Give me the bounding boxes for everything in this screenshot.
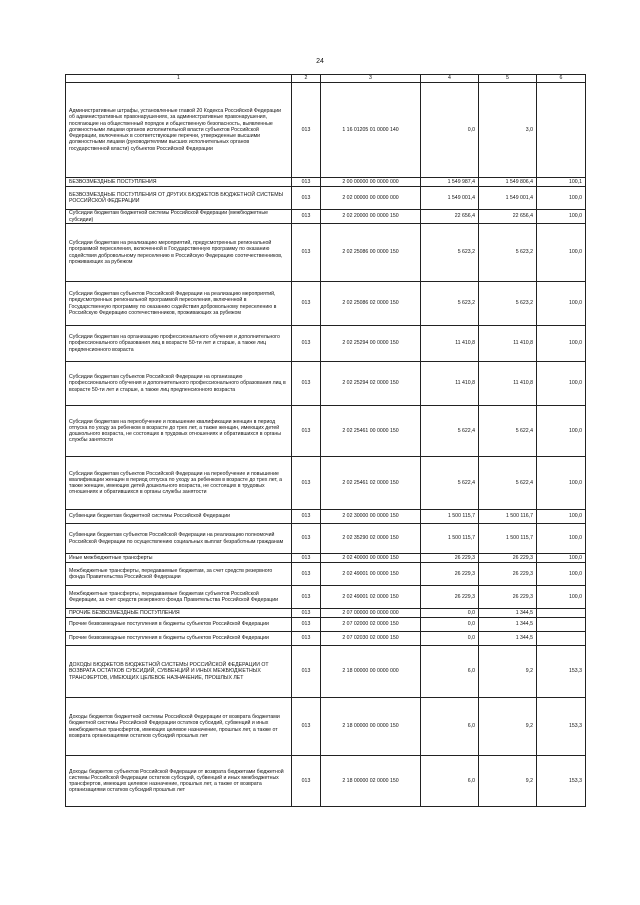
row-percent: 100,0 — [537, 282, 586, 326]
row-actual-value: 22 656,4 — [479, 210, 537, 224]
table-row — [66, 563, 586, 586]
row-actual-value: 9,2 — [479, 698, 537, 756]
row-actual-value: 1 344,5 — [479, 632, 537, 646]
row-budget-code: 2 07 00000 00 0000 000 — [321, 609, 421, 618]
row-percent: 100,0 — [537, 510, 586, 524]
row-name: Иные межбюджетные трансферты — [66, 554, 292, 563]
row-name: Субсидии бюджетам на организацию профессионального обучения и дополнительного профессионального образования лиц в возрасте 50-ти лет и старше, а также лиц предпенсионного возраста — [66, 326, 292, 362]
row-percent: 100,0 — [537, 362, 586, 406]
table-row — [66, 510, 586, 524]
row-actual-value: 26 229,3 — [479, 554, 537, 563]
table-row — [66, 632, 586, 646]
row-name: БЕЗВОЗМЕЗДНЫЕ ПОСТУПЛЕНИЯ — [66, 178, 292, 187]
row-admin-code: 013 — [292, 178, 321, 187]
row-plan-value: 26 229,3 — [421, 586, 479, 609]
column-header: 5 — [479, 75, 537, 83]
row-admin-code: 013 — [292, 524, 321, 554]
row-admin-code: 013 — [292, 609, 321, 618]
row-percent: 100,0 — [537, 187, 586, 210]
row-actual-value: 9,2 — [479, 756, 537, 807]
row-admin-code: 013 — [292, 210, 321, 224]
row-plan-value: 1 549 987,4 — [421, 178, 479, 187]
row-admin-code: 013 — [292, 586, 321, 609]
table-row — [66, 646, 586, 698]
row-budget-code: 2 07 02030 02 0000 150 — [321, 632, 421, 646]
table-row — [66, 406, 586, 457]
row-actual-value: 1 549 806,4 — [479, 178, 537, 187]
row-admin-code: 013 — [292, 406, 321, 457]
row-name: Субсидии бюджетам субъектов Российской Федерации на организацию профессионального обучения и дополнительного профессионального образования лиц в возрасте 50-ти лет и старше, а также лиц предпенсионного возраста — [66, 362, 292, 406]
row-plan-value: 11 410,8 — [421, 326, 479, 362]
row-actual-value: 1 549 001,4 — [479, 187, 537, 210]
row-name: Доходы бюджетов субъектов Российской Федерации от возврата бюджетами бюджетной системы Российской Федерации остатков субсидий, субвенций и иных межбюджетных трансфертов, имеющих целевое назначение, прошлых лет, а также от возврата организациями остатков субсидий прошлых лет — [66, 756, 292, 807]
row-name: ДОХОДЫ БЮДЖЕТОВ БЮДЖЕТНОЙ СИСТЕМЫ РОССИЙСКОЙ ФЕДЕРАЦИИ ОТ ВОЗВРАТА ОСТАТКОВ СУБСИДИЙ, СУБВЕНЦИЙ И ИНЫХ МЕЖБЮДЖЕТНЫХ ТРАНСФЕРТОВ, ИМЕЮЩИХ ЦЕЛЕВОЕ НАЗНАЧЕНИЕ, ПРОШЛЫХ ЛЕТ — [66, 646, 292, 698]
column-header: 3 — [321, 75, 421, 83]
row-percent — [537, 618, 586, 632]
row-admin-code: 013 — [292, 187, 321, 210]
row-percent: 100,0 — [537, 406, 586, 457]
row-budget-code: 2 18 00000 00 0000 150 — [321, 698, 421, 756]
row-plan-value: 6,0 — [421, 646, 479, 698]
row-name: Субвенции бюджетам субъектов Российской Федерации на реализацию полномочий Российской Федерации по осуществлению социальных выплат безработным гражданам — [66, 524, 292, 554]
row-budget-code: 2 02 35290 02 0000 150 — [321, 524, 421, 554]
row-budget-code: 2 02 25294 00 0000 150 — [321, 326, 421, 362]
row-admin-code: 013 — [292, 632, 321, 646]
row-budget-code: 2 00 00000 00 0000 000 — [321, 178, 421, 187]
row-budget-code: 2 18 00000 02 0000 150 — [321, 756, 421, 807]
row-plan-value: 26 229,3 — [421, 563, 479, 586]
column-header: 1 — [66, 75, 292, 83]
row-name: ПРОЧИЕ БЕЗВОЗМЕЗДНЫЕ ПОСТУПЛЕНИЯ — [66, 609, 292, 618]
row-percent: 100,0 — [537, 326, 586, 362]
row-actual-value: 5 623,2 — [479, 224, 537, 282]
row-actual-value: 1 344,5 — [479, 609, 537, 618]
table-row — [66, 457, 586, 510]
table-row — [66, 178, 586, 187]
row-budget-code: 2 18 00000 00 0000 000 — [321, 646, 421, 698]
row-budget-code: 2 02 20000 00 0000 150 — [321, 210, 421, 224]
row-percent: 100,0 — [537, 524, 586, 554]
row-plan-value: 6,0 — [421, 698, 479, 756]
row-plan-value: 5 623,2 — [421, 224, 479, 282]
table-row — [66, 618, 586, 632]
table-row — [66, 586, 586, 609]
row-name: Межбюджетные трансферты, передаваемые бюджетам субъектов Российской Федерации, за счет средств резервного фонда Правительства Российской Федерации — [66, 586, 292, 609]
row-admin-code: 013 — [292, 756, 321, 807]
row-percent: 100,0 — [537, 457, 586, 510]
row-admin-code: 013 — [292, 698, 321, 756]
row-budget-code: 2 02 25461 02 0000 150 — [321, 457, 421, 510]
row-plan-value: 1 500 115,7 — [421, 524, 479, 554]
row-percent: 153,3 — [537, 756, 586, 807]
row-actual-value: 5 622,4 — [479, 457, 537, 510]
row-name: Субсидии бюджетам субъектов Российской Федерации на переобучение и повышение квалификации женщин в период отпуска по уходу за ребенком в возрасте до трех лет, а также женщин, имеющих детей дошкольного возраста, не состоящих в трудовых отношениях и обратившихся в органы службы занятости — [66, 457, 292, 510]
row-budget-code: 2 02 49001 02 0000 150 — [321, 586, 421, 609]
row-plan-value: 0,0 — [421, 618, 479, 632]
table-row — [66, 83, 586, 178]
row-actual-value: 3,0 — [479, 83, 537, 178]
column-header: 2 — [292, 75, 321, 83]
row-admin-code: 013 — [292, 554, 321, 563]
row-plan-value: 1 500 115,7 — [421, 510, 479, 524]
row-actual-value: 1 500 116,7 — [479, 510, 537, 524]
row-actual-value: 1 500 115,7 — [479, 524, 537, 554]
table-row — [66, 524, 586, 554]
row-admin-code: 013 — [292, 326, 321, 362]
row-budget-code: 2 02 25086 00 0000 150 — [321, 224, 421, 282]
row-actual-value: 26 229,3 — [479, 563, 537, 586]
column-header: 4 — [421, 75, 479, 83]
row-name: Субсидии бюджетам бюджетной системы Российской Федерации (межбюджетные субсидии) — [66, 210, 292, 224]
row-name: Субсидии бюджетам на реализацию мероприятий, предусмотренных региональной программой переселения, включенной в Государственную программу по оказанию содействия добровольному переселению в Российскую Федерацию соотечественников, проживающих за рубежом — [66, 224, 292, 282]
row-budget-code: 2 02 25294 02 0000 150 — [321, 362, 421, 406]
row-name: Субвенции бюджетам бюджетной системы Российской Федерации — [66, 510, 292, 524]
row-budget-code: 2 02 25461 00 0000 150 — [321, 406, 421, 457]
row-actual-value: 9,2 — [479, 646, 537, 698]
row-admin-code: 013 — [292, 457, 321, 510]
row-plan-value: 0,0 — [421, 609, 479, 618]
row-name: Прочие безвозмездные поступления в бюджеты субъектов Российской Федерации — [66, 632, 292, 646]
table-row — [66, 224, 586, 282]
row-plan-value: 6,0 — [421, 756, 479, 807]
row-percent — [537, 609, 586, 618]
table-row — [66, 698, 586, 756]
row-actual-value: 5 622,4 — [479, 406, 537, 457]
row-percent: 100,0 — [537, 554, 586, 563]
row-percent: 153,3 — [537, 698, 586, 756]
row-percent: 100,0 — [537, 224, 586, 282]
row-actual-value: 26 229,3 — [479, 586, 537, 609]
page-number: 24 — [316, 58, 324, 65]
row-percent: 153,3 — [537, 646, 586, 698]
column-header: 6 — [537, 75, 586, 83]
row-admin-code: 013 — [292, 224, 321, 282]
row-plan-value: 0,0 — [421, 83, 479, 178]
row-percent — [537, 83, 586, 178]
row-name: Административные штрафы, установленные главой 20 Кодекса Российской Федерации об административных правонарушениях, за административные правонарушения, посягающие на общественный порядок и общественную безопасность, выявленные должностными лицами органов исполнительной власти субъектов Российской Федерации, включенных в соответствующие перечни, утвержденные высшими должностными лицами (руководителями высших исполнительных органов государственной власти) субъектов Российской Федерации — [66, 83, 292, 178]
table-row — [66, 187, 586, 210]
row-budget-code: 2 02 30000 00 0000 150 — [321, 510, 421, 524]
row-percent: 100,0 — [537, 210, 586, 224]
row-actual-value: 1 344,5 — [479, 618, 537, 632]
row-name: БЕЗВОЗМЕЗДНЫЕ ПОСТУПЛЕНИЯ ОТ ДРУГИХ БЮДЖЕТОВ БЮДЖЕТНОЙ СИСТЕМЫ РОССИЙСКОЙ ФЕДЕРАЦИИ — [66, 187, 292, 210]
row-admin-code: 013 — [292, 563, 321, 586]
row-plan-value: 11 410,8 — [421, 362, 479, 406]
row-admin-code: 013 — [292, 618, 321, 632]
row-budget-code: 2 02 40000 00 0000 150 — [321, 554, 421, 563]
row-percent — [537, 632, 586, 646]
row-actual-value: 11 410,8 — [479, 326, 537, 362]
table-row — [66, 210, 586, 224]
row-admin-code: 013 — [292, 362, 321, 406]
row-name: Субсидии бюджетам субъектов Российской Федерации на реализацию мероприятий, предусмотренных региональной программой переселения, включенной в Государственную программу по оказанию содействия добровольному переселению в Российскую Федерацию соотечественников, проживающих за рубежом — [66, 282, 292, 326]
row-plan-value: 0,0 — [421, 632, 479, 646]
row-plan-value: 5 622,4 — [421, 457, 479, 510]
row-admin-code: 013 — [292, 510, 321, 524]
row-plan-value: 5 623,2 — [421, 282, 479, 326]
row-percent: 100,0 — [537, 586, 586, 609]
revenue-table — [65, 74, 586, 807]
row-budget-code: 2 07 02000 02 0000 150 — [321, 618, 421, 632]
table-row — [66, 282, 586, 326]
row-plan-value: 1 549 001,4 — [421, 187, 479, 210]
row-budget-code: 2 02 25086 02 0000 150 — [321, 282, 421, 326]
row-percent: 100,1 — [537, 178, 586, 187]
row-admin-code: 013 — [292, 282, 321, 326]
row-plan-value: 26 229,3 — [421, 554, 479, 563]
row-actual-value: 11 410,8 — [479, 362, 537, 406]
row-name: Прочие безвозмездные поступления в бюджеты субъектов Российской Федерации — [66, 618, 292, 632]
row-budget-code: 2 02 00000 00 0000 000 — [321, 187, 421, 210]
row-name: Субсидии бюджетам на переобучение и повышение квалификации женщин в период отпуска по уходу за ребенком в возрасте до трех лет, а также женщин, имеющих детей дошкольного возраста, не состоящих в трудовых отношениях и обратившихся в органы службы занятости — [66, 406, 292, 457]
row-admin-code: 013 — [292, 83, 321, 178]
table-row — [66, 554, 586, 563]
table-header-row — [66, 75, 586, 83]
table-row — [66, 609, 586, 618]
row-plan-value: 22 656,4 — [421, 210, 479, 224]
row-budget-code: 2 02 49001 00 0000 150 — [321, 563, 421, 586]
table-row — [66, 362, 586, 406]
row-name: Доходы бюджетов бюджетной системы Российской Федерации от возврата бюджетами бюджетной системы Российской Федерации остатков субсидий, субвенций и иных межбюджетных трансфертов, имеющих целевое назначение, прошлых лет, а также от возврата организациями остатков субсидий прошлых лет — [66, 698, 292, 756]
table-row — [66, 756, 586, 807]
row-name: Межбюджетные трансферты, передаваемые бюджетам, за счет средств резервного фонда Правительства Российской Федерации — [66, 563, 292, 586]
row-plan-value: 5 622,4 — [421, 406, 479, 457]
row-percent: 100,0 — [537, 563, 586, 586]
row-admin-code: 013 — [292, 646, 321, 698]
row-budget-code: 1 16 01205 01 0000 140 — [321, 83, 421, 178]
row-actual-value: 5 623,2 — [479, 282, 537, 326]
table-row — [66, 326, 586, 362]
